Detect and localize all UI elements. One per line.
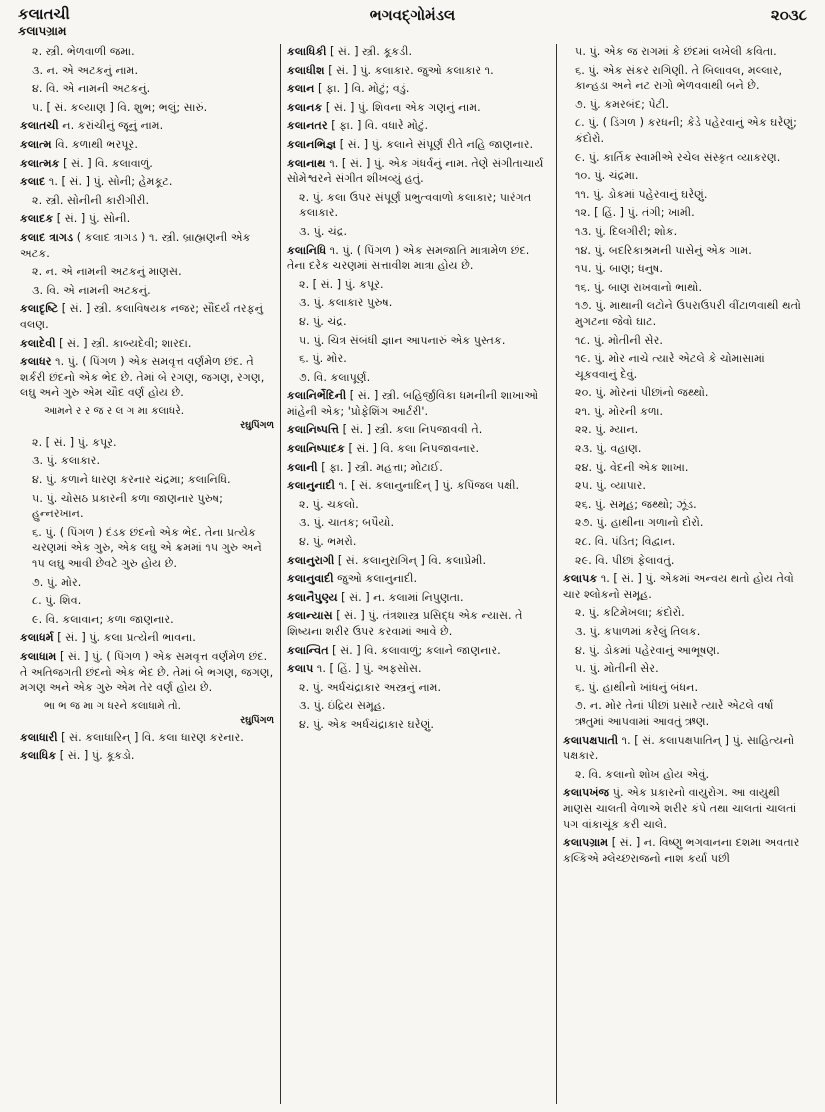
sense-definition: ૨૫. પું. વ્યાપાર.	[575, 479, 646, 493]
first-headword: કલાતચી	[18, 5, 70, 23]
dictionary-entry	[20, 211, 274, 227]
headword: કલાનિષ્પાદક	[287, 442, 345, 456]
definition: [ સં. ] પું. તંત્રશાસ્ત્ર પ્રસિદ્ધ એક ન્યાસ. તે શિષ્યના શરીર ઉપર કરવામાં આવે છે.	[287, 609, 523, 638]
dictionary-entry	[287, 44, 550, 60]
definition: [ સં. ] પું. શિવના એક ગણનું નામ.	[322, 100, 481, 114]
definition: [ સં. ] સ્ત્રી. કલા નિપજાવવી તે.	[339, 423, 483, 437]
definition: [ સં. ] પું. સોની.	[53, 212, 131, 226]
definition: [ સં. કલાધારિન્ ] વિ. કલા ધારણ કરનાર.	[57, 730, 244, 744]
sense-definition: ૨૯. વિ. પીછાં ફેલાવતું.	[575, 553, 675, 567]
sense-definition: ૨૬. પું. સમૂહ; જથ્થો; ઝૂંડ.	[575, 497, 697, 511]
definition: વિ. કળાથી ભરપૂર.	[51, 137, 138, 151]
sense-definition: ૧૦. પું. ચંદ્રમા.	[575, 169, 639, 183]
headword: કલાદૃષ્ટિ	[20, 302, 59, 316]
sense-definition: ૭. ન. મોર તેનાં પીછાં પ્રસારે ત્યારે એટલે વર્ષા ઋતુમાં આપવામાં આવતું ઋણ.	[575, 699, 774, 728]
sense-definition: ૩. વિ. એ નામની અટકનું.	[32, 283, 151, 297]
sense-definition: ૫. પું. મોતીની સેર.	[575, 662, 659, 676]
dictionary-entry	[287, 590, 550, 606]
dictionary-entry	[20, 336, 274, 352]
page-header	[14, 6, 811, 40]
sense-definition: ૧૪. પું. બદરિકાશ્રમની પાસેનું એક ગામ.	[575, 243, 752, 257]
sense-definition: ૧૬. પું. બાણ રાખવાનો ભાથો.	[575, 280, 703, 294]
definition: [ સં. ] પું. કલાકાર. જુઓ કલાકાર ૧.	[324, 63, 494, 77]
dictionary-entry	[287, 422, 550, 438]
sense-definition: ૬. પું. હાથીનો ખાંધનું બંધન.	[575, 680, 699, 694]
definition: [ સં. ] પું. કલાને સંપૂર્ણ રીતે નહિ જાણનાર.	[336, 137, 534, 151]
definition: [ સં. કલાનુરાગિન્ ] વિ. કલાપ્રેમી.	[334, 553, 487, 567]
definition: [ સં. ] વિ. કલા નિપજાવનાર.	[344, 442, 480, 456]
headword: કલાનભિજ્ઞ	[287, 137, 337, 151]
sense-definition: ૧૯. પું. મોર નાચે ત્યારે એટલે કે ચોમાસામાં ચૂકવવાનું દેવું.	[575, 352, 765, 381]
last-headword: કલાપગ્રામ	[18, 24, 67, 38]
definition: ૧. પું. ( પિંગળ ) એક સમવૃત્ત વર્ણમેળ છંદ. તે શર્કરી છંદનો એક ભેદ છે. તેમાં બે રગણ, જગણ, રગણ, લઘુ અને ગુરુ એમ ચૌદ વર્ણ હોય છે.	[20, 355, 265, 400]
headword: કલાપખંજ	[563, 786, 610, 800]
dictionary-entry	[287, 100, 550, 116]
headword: કલાપ	[287, 662, 314, 676]
sense-definition: ૧૫. પું. બાણ; ધનુષ.	[575, 262, 663, 276]
dictionary-entry	[287, 63, 550, 79]
sense-definition: ૩. પું. કલાકાર.	[32, 454, 101, 468]
sense-definition: ૬. પું. ( પિંગળ ) દંડક છંદનો એક ભેદ. તેના પ્રત્યેક ચરણમાં એક ગુરુ, એક લઘુ એ ક્રમમાં ૧૫ ગુરુ અને ૧૫ લઘુ આવી છેવટે ગુરુ હોય છે.	[32, 525, 262, 571]
headword: કલાદ	[20, 175, 46, 189]
sense-definition: ૧૧. પું. ડોકમાં પહેરવાનું ઘરેણું.	[575, 187, 708, 201]
dictionary-entry	[20, 649, 274, 696]
column-2	[280, 44, 556, 1104]
dictionary-entry	[20, 174, 274, 190]
sense-definition: ૫. પું. ચિત્ર સંબંધી જ્ઞાન આપનારું એક પુસ્તક.	[299, 333, 506, 347]
sense-definition: ૬. પું. એક સંકર રાગિણી. તે બિલાવલ, મલ્લાર, કાન્હડા અને નટ રાગો ભેળવવાથી બને છે.	[575, 63, 783, 93]
definition: [ સં. ] સ્ત્રી. કૂકડી.	[326, 45, 413, 58]
dictionary-entry	[287, 608, 550, 639]
sense-definition: ૨૧. પું. મોરની કળા.	[575, 404, 664, 418]
dictionary-entry	[563, 835, 805, 866]
headword: કલાધર્મ	[20, 631, 54, 645]
definition: [ સં. ] પું. ( પિંગળ ) એક સમવૃત્ત વર્ણમેળ છંદ. તે અતિજગતી છંદનો એક ભેદ છે. તેમાં બે ભગણ, જગણ, મગણ અને એક ગુરુ એમ તેર વર્ણ હોય છે.	[20, 650, 274, 695]
headword: કલાનુનાદી	[287, 479, 335, 493]
sense-definition: ૨. પું. ચકલો.	[299, 497, 359, 511]
sense-definition: ૯. વિ. કલાવાન; કળા જાણનાર.	[32, 612, 174, 626]
definition: ૧. [ સં. ] પું. સોની; હેમકૂટ.	[45, 175, 173, 189]
sense-definition: ૫. [ સં. કલ્યાણ ] વિ. શુભ; ભલું; સારું.	[32, 100, 208, 114]
definition: [ સં. ] ન. વિષ્ણુ ભગવાનના દશમા અવતાર કલ્કિએ મ્લેચ્છરાજનો નાશ કર્યા પછી	[563, 836, 800, 865]
dictionary-entry	[287, 441, 550, 457]
headword: કલાનક	[287, 100, 323, 114]
book-title: ભગવદ્ગોમંડલ	[369, 6, 456, 24]
definition: [ સં. ] પું. કલા પ્રત્યેની ભાવના.	[53, 631, 196, 645]
sense-definition: ૯. પું. કાર્તિક સ્વામીએ રચેલ સંસ્કૃત વ્યાકરણ.	[575, 150, 781, 164]
definition: [ ફા. ] સ્ત્રી. મહત્તા; મોટાઈ.	[317, 460, 443, 474]
definition: જુઓ કલાનુનાદી.	[333, 572, 418, 586]
dictionary-entry	[287, 156, 550, 187]
dictionary-entry	[287, 571, 550, 587]
dictionary-entry	[287, 243, 550, 274]
headword: કલાન્વિત	[287, 643, 329, 657]
citation: આમને ર ર જ ર લ ગ મા કલાધરે.	[44, 404, 185, 417]
sense-definition: ૨૩. પું. વહાણ.	[575, 442, 642, 456]
definition: [ ફા. ] વિ. મોટું; વડું.	[314, 82, 410, 96]
definition: [ સં. ] વિ. કલાવાળું.	[59, 156, 153, 170]
sense-definition: ૨૮. વિ. પંડિત; વિદ્વાન.	[575, 535, 676, 549]
headword: કલાપક	[563, 572, 598, 586]
dictionary-entry	[287, 661, 550, 677]
sense-definition: ૪. પું. કળાને ધારણ કરનાર ચંદ્રમા; કલાનિધિ.	[32, 473, 231, 487]
headword: કલાન	[287, 82, 315, 96]
dictionary-entry	[563, 785, 805, 832]
column-1	[14, 44, 280, 1104]
sense-definition: ૨. [ સં. ] પું. કપૂર.	[32, 435, 117, 449]
headword: કલાધિકી	[287, 45, 327, 58]
definition: ૧. [ સં. કલાનુનાદિન્ ] પું. કપિંજલ પક્ષી.	[334, 479, 520, 493]
headword: કલાધર	[20, 355, 52, 369]
sense-definition: ૮. પું. ( ડિંગળ ) કરધની; કેડે પહેરવાનું એક ઘરેણું; કંદોરો.	[575, 116, 797, 145]
definition: [ સં. ] પું. કૂકડો.	[56, 749, 135, 763]
definition: [ સં. ] ન. કલામાં નિપુણતા.	[337, 590, 464, 604]
sense-definition: ૨. [ સં. ] પું. કપૂર.	[299, 277, 384, 291]
dictionary-entry	[287, 388, 550, 419]
sense-definition: ૭. વિ. કલાપૂર્ણ.	[299, 370, 371, 384]
sense-definition: ૩. પું. કપાળમાં કરેલું તિલક.	[575, 625, 701, 638]
sense-definition: ૨૭. પું. હાથીના ગળાનો દોરો.	[575, 516, 704, 530]
citation-source: રઘુપિંગળ	[240, 419, 274, 431]
sense-definition: ૪. વિ. એ નામની અટકનું.	[32, 82, 151, 96]
sense-definition: ૨. પું. કલા ઉપર સંપૂર્ણ પ્રભુત્વવાળો કલાકાર; પારંગત કલાકાર.	[299, 190, 532, 220]
sense-definition: ૭. પું. મોર.	[32, 575, 82, 589]
headword: કલાત્મ	[20, 137, 52, 151]
sense-definition: ૨. સ્ત્રી. સોનીની કારીગીરી.	[32, 193, 150, 207]
definition: [ સં. ] વિ. કલાવાળું; કલાને જાણનાર.	[328, 643, 501, 657]
citation-source: રઘુપિંગળ	[240, 714, 274, 726]
definition: ૧. [ સં. ] પું. એકમાં અન્વય થતો હોય તેવો ચાર શ્લોકનો સમૂહ.	[563, 572, 794, 601]
dictionary-entry	[20, 354, 274, 401]
sense-definition: ૬. પું. મોર.	[299, 352, 347, 366]
dictionary-entry	[20, 301, 274, 332]
headword: કલાદેવી	[20, 336, 56, 350]
headword: કલાધામ	[20, 650, 57, 663]
headword: કલાનિધિ	[287, 243, 327, 257]
headword: કલાતચી	[20, 119, 59, 133]
headword: કલાનુવાદી	[287, 572, 334, 586]
sense-definition: ૮. પું. શિવ.	[32, 594, 82, 608]
definition: [ સં. ] સ્ત્રી. કાબ્યદેવી; શારદા.	[55, 336, 192, 350]
headword: કલાનિષ્પત્તિ	[287, 423, 340, 437]
headword: કલાનિર્ભેદિની	[287, 389, 347, 403]
headword: કલાદ ત્રાગડ	[20, 230, 74, 244]
definition: ( કલાદ ત્રાગડ ) ૧. સ્ત્રી. બ્રાહ્મણની એક અટક.	[20, 230, 251, 260]
sense-definition: ૨. પું. અર્ધચંદ્રાકાર અસ્ત્રનું નામ.	[299, 680, 442, 694]
headword: કલાનૈપુણ્ય	[287, 590, 338, 604]
sense-definition: ૧૩. પું. દિલગીરી; શોક.	[575, 224, 678, 238]
dictionary-entry	[287, 460, 550, 476]
dictionary-entry	[20, 630, 274, 646]
dictionary-entry	[287, 81, 550, 97]
column-3	[556, 44, 811, 1104]
sense-definition: ૪. પું. ચંદ્ર.	[299, 314, 347, 328]
sense-definition: ૨૦. પું. મોરનાં પીછાંનો જથ્થો.	[575, 386, 709, 400]
sense-definition: ૭. પું. કમરબંદ; પેટી.	[575, 97, 669, 111]
sense-definition: ૨. પું. કટિમેખલા; કંદોરો.	[575, 606, 685, 620]
sense-definition: ૩. પું. ચંદ્ર.	[299, 224, 348, 238]
citation: ભા ભ જ મા ગ ધરને કલાધામે તો.	[44, 699, 182, 712]
dictionary-columns	[14, 44, 811, 1104]
headword: કલાપક્ષપાતી	[563, 733, 619, 747]
definition: [ સં. ] સ્ત્રી. કલાવિષયક નજર; સૌંદર્ય તરફનું વલણ.	[20, 302, 264, 331]
sense-definition: ૨૪. પું. વેદની એક શાખા.	[575, 460, 689, 474]
sense-definition: ૫. પું. એક જ રાગમાં કે છંદમાં લખેલી કવિતા.	[575, 45, 777, 58]
definition: ૧. [ સં. ] પું. એક ગંધર્વનું નામ. તેણે સંગીતાચાર્ય સોમેશ્વરને સંગીત શીખવ્યું હતું.	[287, 156, 544, 186]
definition: ૧. પું. ( પિંગળ ) એક સમજાતિ માત્રામેળ છંદ. તેના દરેક ચરણમાં સત્તાવીશ માત્રા હોય છે.	[287, 243, 530, 273]
sense-definition: ૧૭. પું. માથાની લટોને ઉપરાઉપરી વીંટાળવાથી થતો મુગટના જેવો ઘાટ.	[575, 299, 801, 328]
dictionary-entry	[20, 137, 274, 153]
headword: કલાપગ્રામ	[563, 836, 609, 850]
definition: ન. કરાંચીનું જૂનું નામ.	[58, 119, 164, 133]
sense-definition: ૧૮. પું. મોતીની સેર.	[575, 333, 663, 347]
sense-definition: ૨૨. પું. મ્યાન.	[575, 423, 639, 437]
dictionary-entry	[20, 730, 274, 746]
headword: કલાનતર	[287, 119, 328, 133]
sense-definition: ૩. ન. એ અટકનું નામ.	[32, 63, 139, 77]
page-number: ૨૦૩૮	[770, 6, 807, 24]
dictionary-entry	[20, 748, 274, 764]
sense-definition: ૨. સ્ત્રી. ભેળવાળી જમા.	[32, 45, 135, 58]
headword: કલાનાથ	[287, 156, 326, 170]
definition: ૧. [ હિં. ] પું. અફસોસ.	[313, 662, 422, 676]
sense-definition: ૫. પું. ચોસઠ પ્રકારની કળા જાણનાર પુરુષ; હુન્નરખાન.	[32, 491, 223, 521]
sense-definition: ૩. પું. કલાકાર પુરુષ.	[299, 296, 393, 310]
definition: [ ફા. ] વિ. વધારે મોટું.	[327, 119, 429, 133]
headword: કલાન્યાસ	[287, 609, 333, 623]
headword: કલાત્મક	[20, 156, 60, 170]
definition: પું. એક પ્રકારનો વાયુરોગ. આ વાયુથી માણસ ચાલતી વેળાએ શરીર કંપે તથા ચાલતાં ચાલતાં પગ વાંકાચૂંક કરી ચાલે.	[563, 786, 797, 831]
dictionary-entry	[563, 733, 805, 764]
sense-definition: ૪. પું. ડોકમાં પહેરવાનું આભૂષણ.	[575, 643, 720, 657]
sense-definition: ૨. વિ. કલાનો શોખ હોય એવું.	[575, 767, 710, 781]
sense-definition: ૨. ન. એ નામની અટકનું માણસ.	[32, 265, 182, 279]
dictionary-entry	[287, 118, 550, 134]
dictionary-entry	[20, 118, 274, 134]
dictionary-entry	[287, 478, 550, 494]
headword: કલાધારી	[20, 730, 58, 744]
dictionary-entry	[20, 156, 274, 172]
dictionary-entry	[20, 230, 274, 261]
dictionary-entry	[287, 643, 550, 659]
dictionary-entry	[287, 553, 550, 569]
sense-definition: ૪. પું. એક અર્ધચંદ્રાકાર ઘરેણું.	[299, 717, 434, 731]
headword: કલાધિક	[20, 749, 57, 763]
dictionary-entry	[563, 571, 805, 602]
sense-definition: ૪. પું. ભમરો.	[299, 535, 357, 549]
headword: કલાનુરાગી	[287, 553, 335, 567]
headword: કલાની	[287, 460, 318, 474]
dictionary-entry	[287, 137, 550, 153]
sense-definition: ૩. પું. ઇંદ્રિય સમૂહ.	[299, 699, 386, 713]
headword: કલાધીશ	[287, 63, 325, 77]
sense-definition: ૩. પું. ચાતક; બપૈયો.	[299, 516, 395, 530]
definition: ૧. [ સં. કલાપક્ષપાતિન્ ] પું. સાહિત્યનો પક્ષકાર.	[563, 733, 795, 763]
definition: [ સં. ] સ્ત્રી. બહિર્જીવિકા ધમનીની શાખાઓ માંહેની એક; 'પ્રોફેશિંગ આર્ટરી'.	[287, 389, 539, 418]
sense-definition: ૧૨. [ હિં. ] પું. તંગી; ખામી.	[575, 206, 695, 220]
headword: કલાદક	[20, 212, 54, 226]
